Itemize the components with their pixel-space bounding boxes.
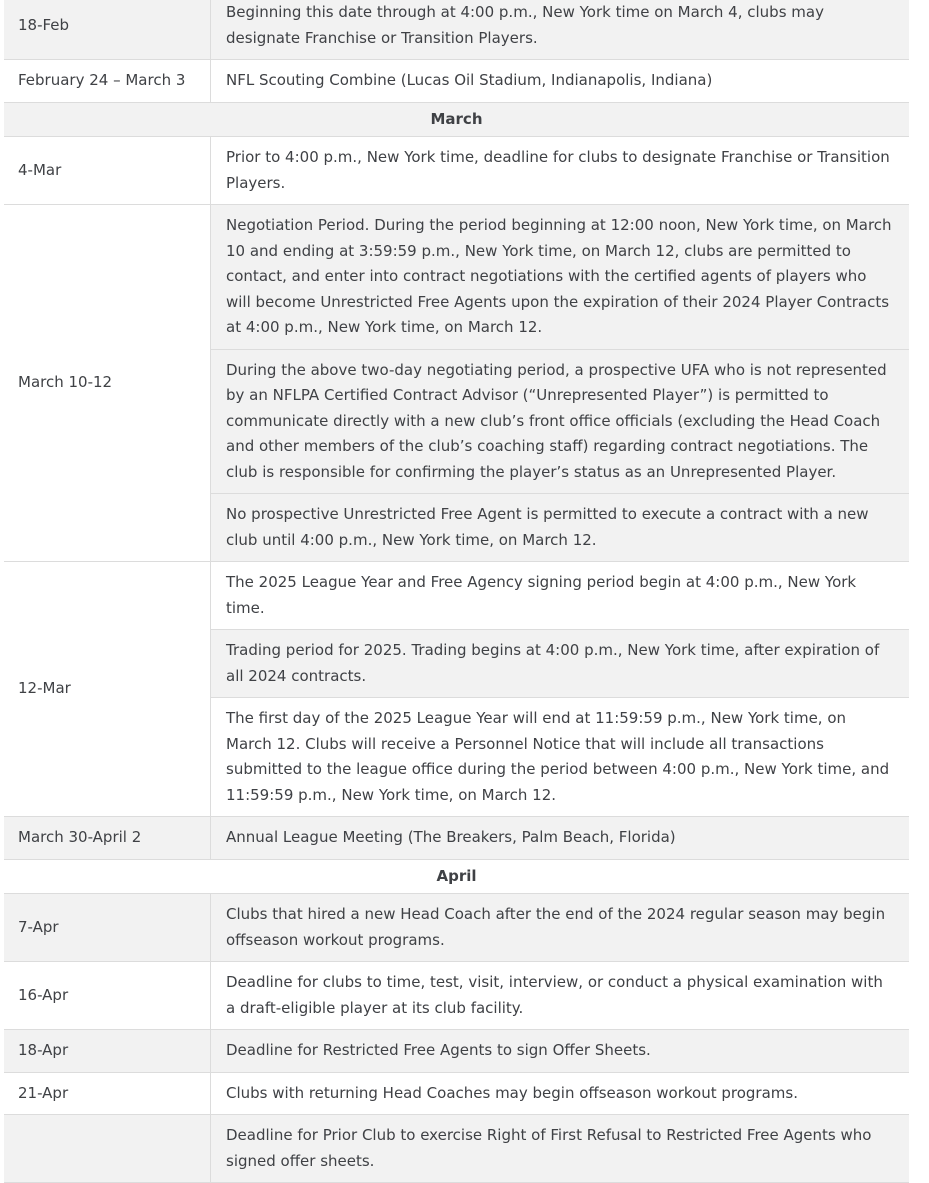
- table-row: [4, 137, 909, 205]
- event-text: Deadline for Restricted Free Agents to sign Offer Sheets.: [211, 1030, 909, 1072]
- date-cell: 21-Apr: [4, 1073, 211, 1115]
- date-cell: 12-Mar: [4, 562, 211, 816]
- date-cell: 18-Feb: [4, 0, 211, 59]
- event-text: Deadline for clubs to time, test, visit, interview, or conduct a physical examination with a draft-eligible player at its club facility.: [211, 962, 909, 1029]
- table-row: [4, 1030, 909, 1073]
- event-text: Prior to 4:00 p.m., New York time, deadline for clubs to designate Franchise or Transition Players.: [211, 137, 909, 204]
- events-cell: [211, 894, 909, 961]
- event-text: Negotiation Period. During the period beginning at 12:00 noon, New York time, on March 10 and ending at 3:59:59 p.m., New York time, on March 12, clubs are permitted to contact, and enter into contract negotiations with the certified agents of players who will become Unrestricted Free Agents upon the expiration of their 2024 Player Contracts at 4:00 p.m., New York time, on March 12.: [211, 205, 909, 350]
- events-cell: [211, 962, 909, 1029]
- schedule-table: [4, 0, 909, 1183]
- events-cell: [211, 205, 909, 561]
- table-row: [4, 0, 909, 60]
- event-text: Deadline for Prior Club to exercise Right of First Refusal to Restricted Free Agents who signed offer sheets.: [211, 1115, 909, 1182]
- event-text: The first day of the 2025 League Year will end at 11:59:59 p.m., New York time, on March 12. Clubs will receive a Personnel Notice that will include all transactions submitted to the league office during the period between 4:00 p.m., New York time, and 11:59:59 p.m., New York time, on March 12.: [211, 698, 909, 816]
- table-row: [4, 1073, 909, 1116]
- date-cell: 4-Mar: [4, 137, 211, 204]
- event-text: NFL Scouting Combine (Lucas Oil Stadium, Indianapolis, Indiana): [211, 60, 909, 102]
- date-cell: 16-Apr: [4, 962, 211, 1029]
- event-text: Trading period for 2025. Trading begins at 4:00 p.m., New York time, after expiration of all 2024 contracts.: [211, 630, 909, 698]
- month-header: March: [4, 103, 909, 138]
- events-cell: [211, 817, 909, 859]
- event-text: Clubs with returning Head Coaches may begin offseason workout programs.: [211, 1073, 909, 1115]
- table-row: [4, 1115, 909, 1183]
- date-cell: [4, 1115, 211, 1182]
- events-cell: [211, 60, 909, 102]
- table-row: [4, 60, 909, 103]
- events-cell: [211, 562, 909, 816]
- events-cell: [211, 1073, 909, 1115]
- table-row: [4, 894, 909, 962]
- event-text: Beginning this date through at 4:00 p.m., New York time on March 4, clubs may designate Franchise or Transition Players.: [211, 0, 909, 59]
- date-cell: 7-Apr: [4, 894, 211, 961]
- event-text: Annual League Meeting (The Breakers, Palm Beach, Florida): [211, 817, 909, 859]
- event-text: During the above two-day negotiating period, a prospective UFA who is not represented by an NFLPA Certified Contract Advisor (“Unrepresented Player”) is permitted to communicate directly with a new club’s front office officials (excluding the Head Coach and other members of the club’s coaching staff) regarding contract negotiations. The club is responsible for confirming the player’s status as an Unrepresented Player.: [211, 350, 909, 495]
- event-text: No prospective Unrestricted Free Agent is permitted to execute a contract with a new club until 4:00 p.m., New York time, on March 12.: [211, 494, 909, 561]
- table-row: [4, 562, 909, 817]
- events-cell: [211, 0, 909, 59]
- date-cell: March 10-12: [4, 205, 211, 561]
- date-cell: 18-Apr: [4, 1030, 211, 1072]
- event-text: The 2025 League Year and Free Agency signing period begin at 4:00 p.m., New York time.: [211, 562, 909, 630]
- table-row: [4, 817, 909, 860]
- table-row: [4, 962, 909, 1030]
- events-cell: [211, 1030, 909, 1072]
- events-cell: [211, 1115, 909, 1182]
- event-text: Clubs that hired a new Head Coach after the end of the 2024 regular season may begin offseason workout programs.: [211, 894, 909, 961]
- month-header: April: [4, 860, 909, 895]
- table-row: [4, 205, 909, 562]
- date-cell: February 24 – March 3: [4, 60, 211, 102]
- events-cell: [211, 137, 909, 204]
- date-cell: March 30-April 2: [4, 817, 211, 859]
